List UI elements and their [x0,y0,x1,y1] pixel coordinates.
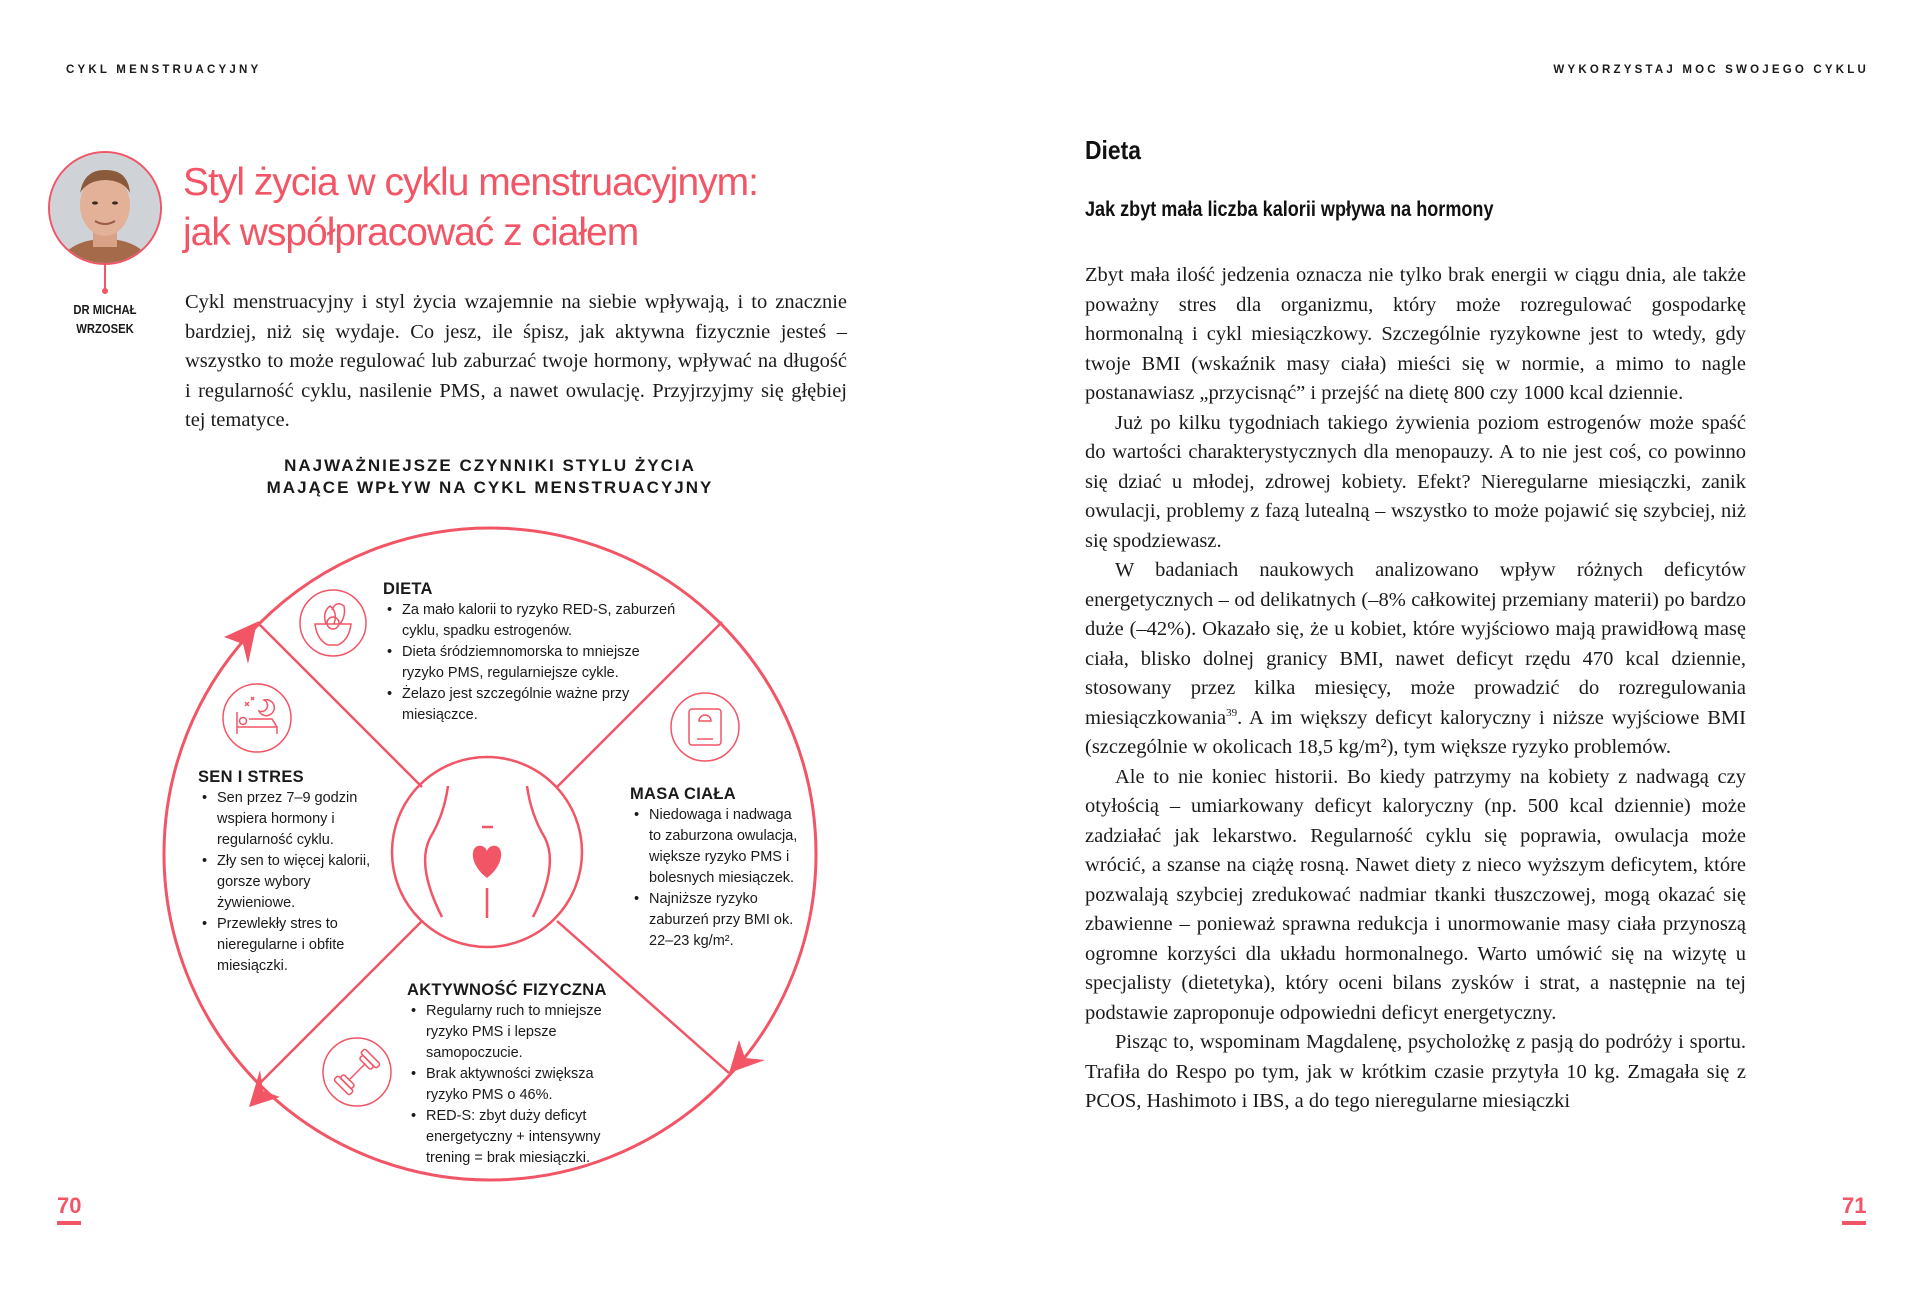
running-head-right: WYKORZYSTAJ MOC SWOJEGO CYKLU [1553,64,1869,76]
paragraph: Zbyt mała ilość jedzenia oznacza nie tylko brak energii w ciągu dnia, ale także poważny stres dla organizmu, który może rozregulować gospodarkę hormonalną i cykl miesiączkowy. Szczególnie ryzykowne jest to wtedy, gdy twoje BMI (wskaźnik masy ciała) mieści się w normie, a mimo to nagle postanawiasz „przycisnąć” i przejść na dietę 800 czy 1000 kcal dziennie. [1085,264,1746,404]
bullet-item: • Regularny ruch to mniejsze ryzyko PMS i lepsze samopoczucie. [426,1001,637,1064]
paragraph-text: . A im większy deficyt kaloryczny i niższe wyjściowe BMI (szczególnie w okolicach 18,5 kg/m²), tym większe ryzyko problemów. [1085,706,1746,758]
section-heading: AKTYWNOŚĆ FIZYCZNA [407,981,607,999]
section-heading: MASA CIAŁA [630,785,736,803]
subheading-calories: Jak zbyt mała liczba kalorii wpływa na hormony [1085,198,1494,221]
bullet-item: • Za mało kalorii to ryzyko RED-S, zaburzeń cyklu, spadku estrogenów. [402,600,683,642]
running-head-left: CYKL MENSTRUACYJNY [66,64,262,76]
paragraph-text: W badaniach naukowych analizowano wpływ różnych deficytów energetycznych – od delikatnych (–8% całkowitej przemiany materii) po bardzo duże (–42%). Okazało się, że u kobiet, które wyjściowo mają prawidłową masę ciała, blisko dolnej granicy BMI, nawet deficyt rzędu 470 kcal dziennie, stosowany przez kilka miesięcy, może prowadzić do rozregulowania miesiączkowania [1085,559,1746,729]
chapter-title-line1: Styl życia w cyklu menstruacyjnym: [183,161,758,204]
infographic-title-line2: MAJĄCE WPŁYW NA CYKL MENSTRUACYJNY [266,478,714,497]
bullet-item: • Brak aktywności zwiększa ryzyko PMS o 46%. [426,1064,637,1106]
sleep-bed-icon [237,697,277,734]
salad-bowl-icon [315,604,351,645]
article-body [1085,261,1746,1117]
section-aktywnosc-fizyczna [407,979,637,1169]
section-dieta [383,578,683,726]
author-name-line1: DR MICHAŁ [73,303,137,317]
scale-icon [689,709,721,745]
heart-icon [473,846,501,878]
section-heading: DIETA [383,580,433,598]
bullet-item: • Zły sen to więcej kalorii, gorsze wybory żywieniowe. [217,851,383,914]
paragraph: Już po kilku tygodniach takiego żywienia poziom estrogenów może spaść do wartości charakterystycznych dla menopauzy. A to nie jest coś, co powinno się dziać u młodej, zdrowej kobiety. Efekt? Nieregularne miesiączki, zanik owulacji, problemy z fazą lutealną – wszystko to może pojawić się szybciej, niż się spodziewasz. [1085,411,1746,552]
sleep-icon-circle [223,684,291,752]
paragraph: Ale to nie koniec historii. Bo kiedy patrzymy na kobiety z nadwagą czy otyłością – umiarkowany deficyt kaloryczny (np. 500 kcal dziennie) może zadziałać jak lekarstwo. Regularność cyklu się poprawia, owulacja może wrócić, a szanse na ciążę rosną. Nawet diety z nieco wyższym deficytem, które pozwalają szybciej zredukować nadmiar tkanki tłuszczowej, mogą okazać się zbawienne – ponieważ sprawna redukcja i unormowanie masy ciała przynoszą ogromne korzyści dla układu hormonalnego. Warto umówić się na wizytę u specjalisty (dietetyka), który oceni bilans zysków i strat, a następnie na tej podstawie zaproponuje odpowiedni deficyt energetyczny. [1085,765,1746,1024]
section-sen-i-stres [198,766,383,977]
bullet-item: • RED-S: zbyt duży deficyt energetyczny + intensywny trening = brak miesiączki. [426,1106,637,1169]
bullet-item: • Najniższe ryzyko zaburzeń przy BMI ok. 22–23 kg/m². [649,889,805,952]
footnote-ref: 39 [1226,706,1238,719]
paragraph [1085,556,1746,763]
chapter-title-line2: jak współpracować z ciałem [183,211,639,254]
dumbbell-icon [334,1049,381,1096]
bullet-item: • Niedowaga i nadwaga to zaburzona owulacja, większe ryzyko PMS i bolesnych miesiączek. [649,805,805,889]
page-number-left: 70 [57,1193,81,1225]
section-heading: SEN I STRES [198,768,304,786]
infographic-title-line1: NAJWAŻNIEJSZE CZYNNIKI STYLU ŻYCIA [284,456,696,475]
section-masa-ciala [630,783,805,952]
diet-icon-circle [300,590,366,656]
author-name-line2: WRZOSEK [76,322,134,336]
bullet-item: • Dieta śródziemnomorska to mniejsze ryzyko PMS, regularniejsze cykle. [402,642,683,684]
intro-paragraph: Cykl menstruacyjny i styl życia wzajemnie na siebie wpływają, i to znacznie bardziej, niż się wydaje. Co jesz, ile śpisz, jak aktywna fizycznie jesteś – wszystko to może regulować lub zaburzać twoje hormony, wpływać na długość i regularność cyklu, nasilenie PMS, a nawet owulację. Przyjrzyjmy się głębiej tej tematyce. [185,291,847,431]
bullet-item: • Żelazo jest szczególnie ważne przy miesiączce. [402,684,683,726]
section-heading-dieta: Dieta [1085,135,1141,165]
paragraph: Pisząc to, wspominam Magdalenę, psycholożkę z pasją do podróży i sportu. Trafiła do Respo po tym, jak w krótkim czasie przytyła 10 kg. Zmagała się z PCOS, Hashimoto i IBS, a do tego nieregularne miesiączki [1085,1031,1746,1112]
bullet-item: • Przewlekły stres to nieregularne i obfite miesiączki. [217,914,383,977]
page-number-right: 71 [1842,1193,1866,1225]
bullet-item: • Sen przez 7–9 godzin wspiera hormony i regularność cyklu. [217,788,383,851]
